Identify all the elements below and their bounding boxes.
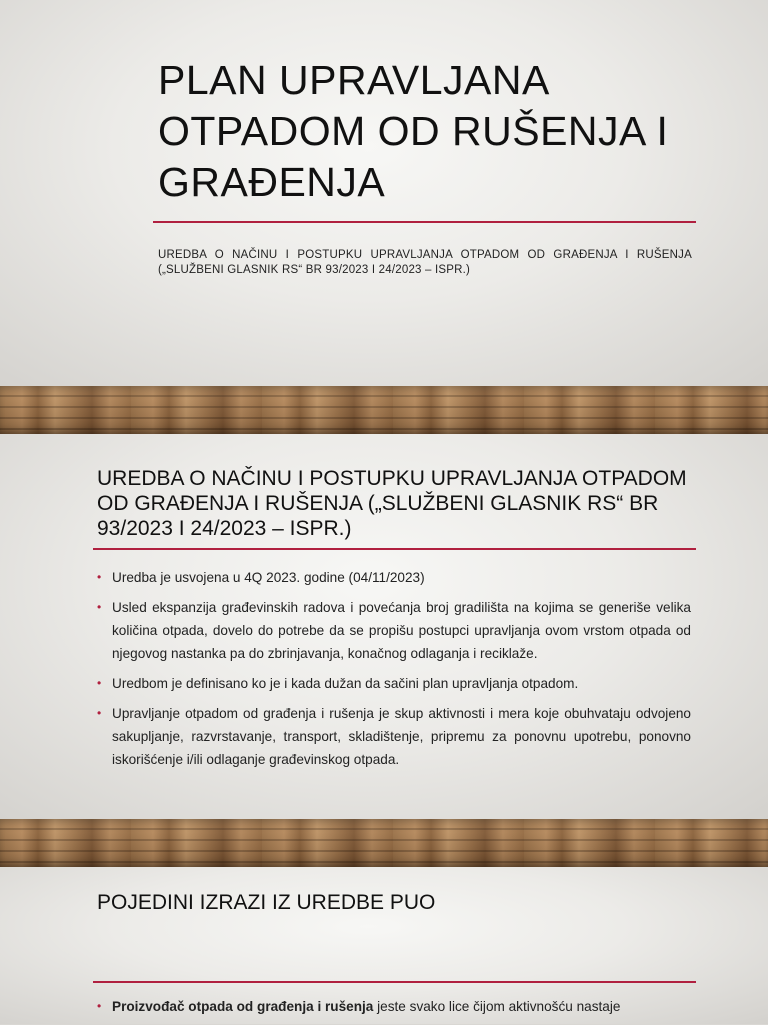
list-item: • Upravljanje otpadom od građenja i rušenja je skup aktivnosti i mera koje obuhvataju odvojeno sakupljanje, razvrstavanje, transport, skladištenje, pripremu za ponovnu upotrebu, ponovno iskorišćenje i/ili odlaganje građevinskog otpada.	[97, 702, 691, 771]
slide-1	[0, 0, 768, 386]
list-item	[97, 995, 691, 1018]
bullet-dot-icon: •	[97, 999, 102, 1013]
bullet-dot-icon: •	[97, 676, 102, 690]
slide-1-title-rule	[153, 221, 696, 223]
slide-2-bullet-list	[97, 566, 691, 778]
wood-floor-divider-1	[0, 386, 768, 434]
slide-1-subtitle: UREDBA O NAČINU I POSTUPKU UPRAVLJANJA OTPADOM OD GRAĐENJA I RUŠENJA („SLUŽBENI GLASNIK RS“ BR 93/2023 I 24/2023 – ISPR.)	[158, 249, 692, 276]
bullet-dot-icon: •	[97, 570, 102, 584]
slide-1-title: PLAN UPRAVLJANA OTPADOM OD RUŠENJA I GRAĐENJA	[158, 57, 669, 205]
term-definition: jeste svako lice čijom aktivnošću nastaje	[373, 999, 621, 1014]
wood-floor-divider-2	[0, 819, 768, 867]
list-item: • Uredbom je definisano ko je i kada dužan da sačini plan upravljanja otpadom.	[97, 672, 691, 695]
list-item: • Uredba je usvojena u 4Q 2023. godine (04/11/2023)	[97, 566, 691, 589]
term-bold: Proizvođač otpada od građenja i rušenja	[112, 999, 374, 1014]
slide-3-title-rule	[93, 981, 696, 983]
bullet-dot-icon: •	[97, 706, 102, 720]
slide-3-title: POJEDINI IZRAZI IZ UREDBE PUO	[97, 891, 436, 914]
slide-2-title-rule	[93, 548, 696, 550]
slide-3-bullet-list	[97, 995, 691, 1025]
bullet-dot-icon: •	[97, 600, 102, 614]
list-item: • Usled ekspanzija građevinskih radova i povećanja broj gradilišta na kojima se generiše velika količina otpada, dovelo do potrebe da se propišu postupci upravljanja ovom vrstom otpada od njegovog nastanka pa do zbrinjavanja, konačnog odlaganja i reciklaže.	[97, 596, 691, 665]
slide-2-title: UREDBA O NAČINU I POSTUPKU UPRAVLJANJA OTPADOM OD GRAĐENJA I RUŠENJA („SLUŽBENI GLASNIK RS“ BR 93/2023 I 24/2023 – ISPR.)	[97, 467, 687, 540]
